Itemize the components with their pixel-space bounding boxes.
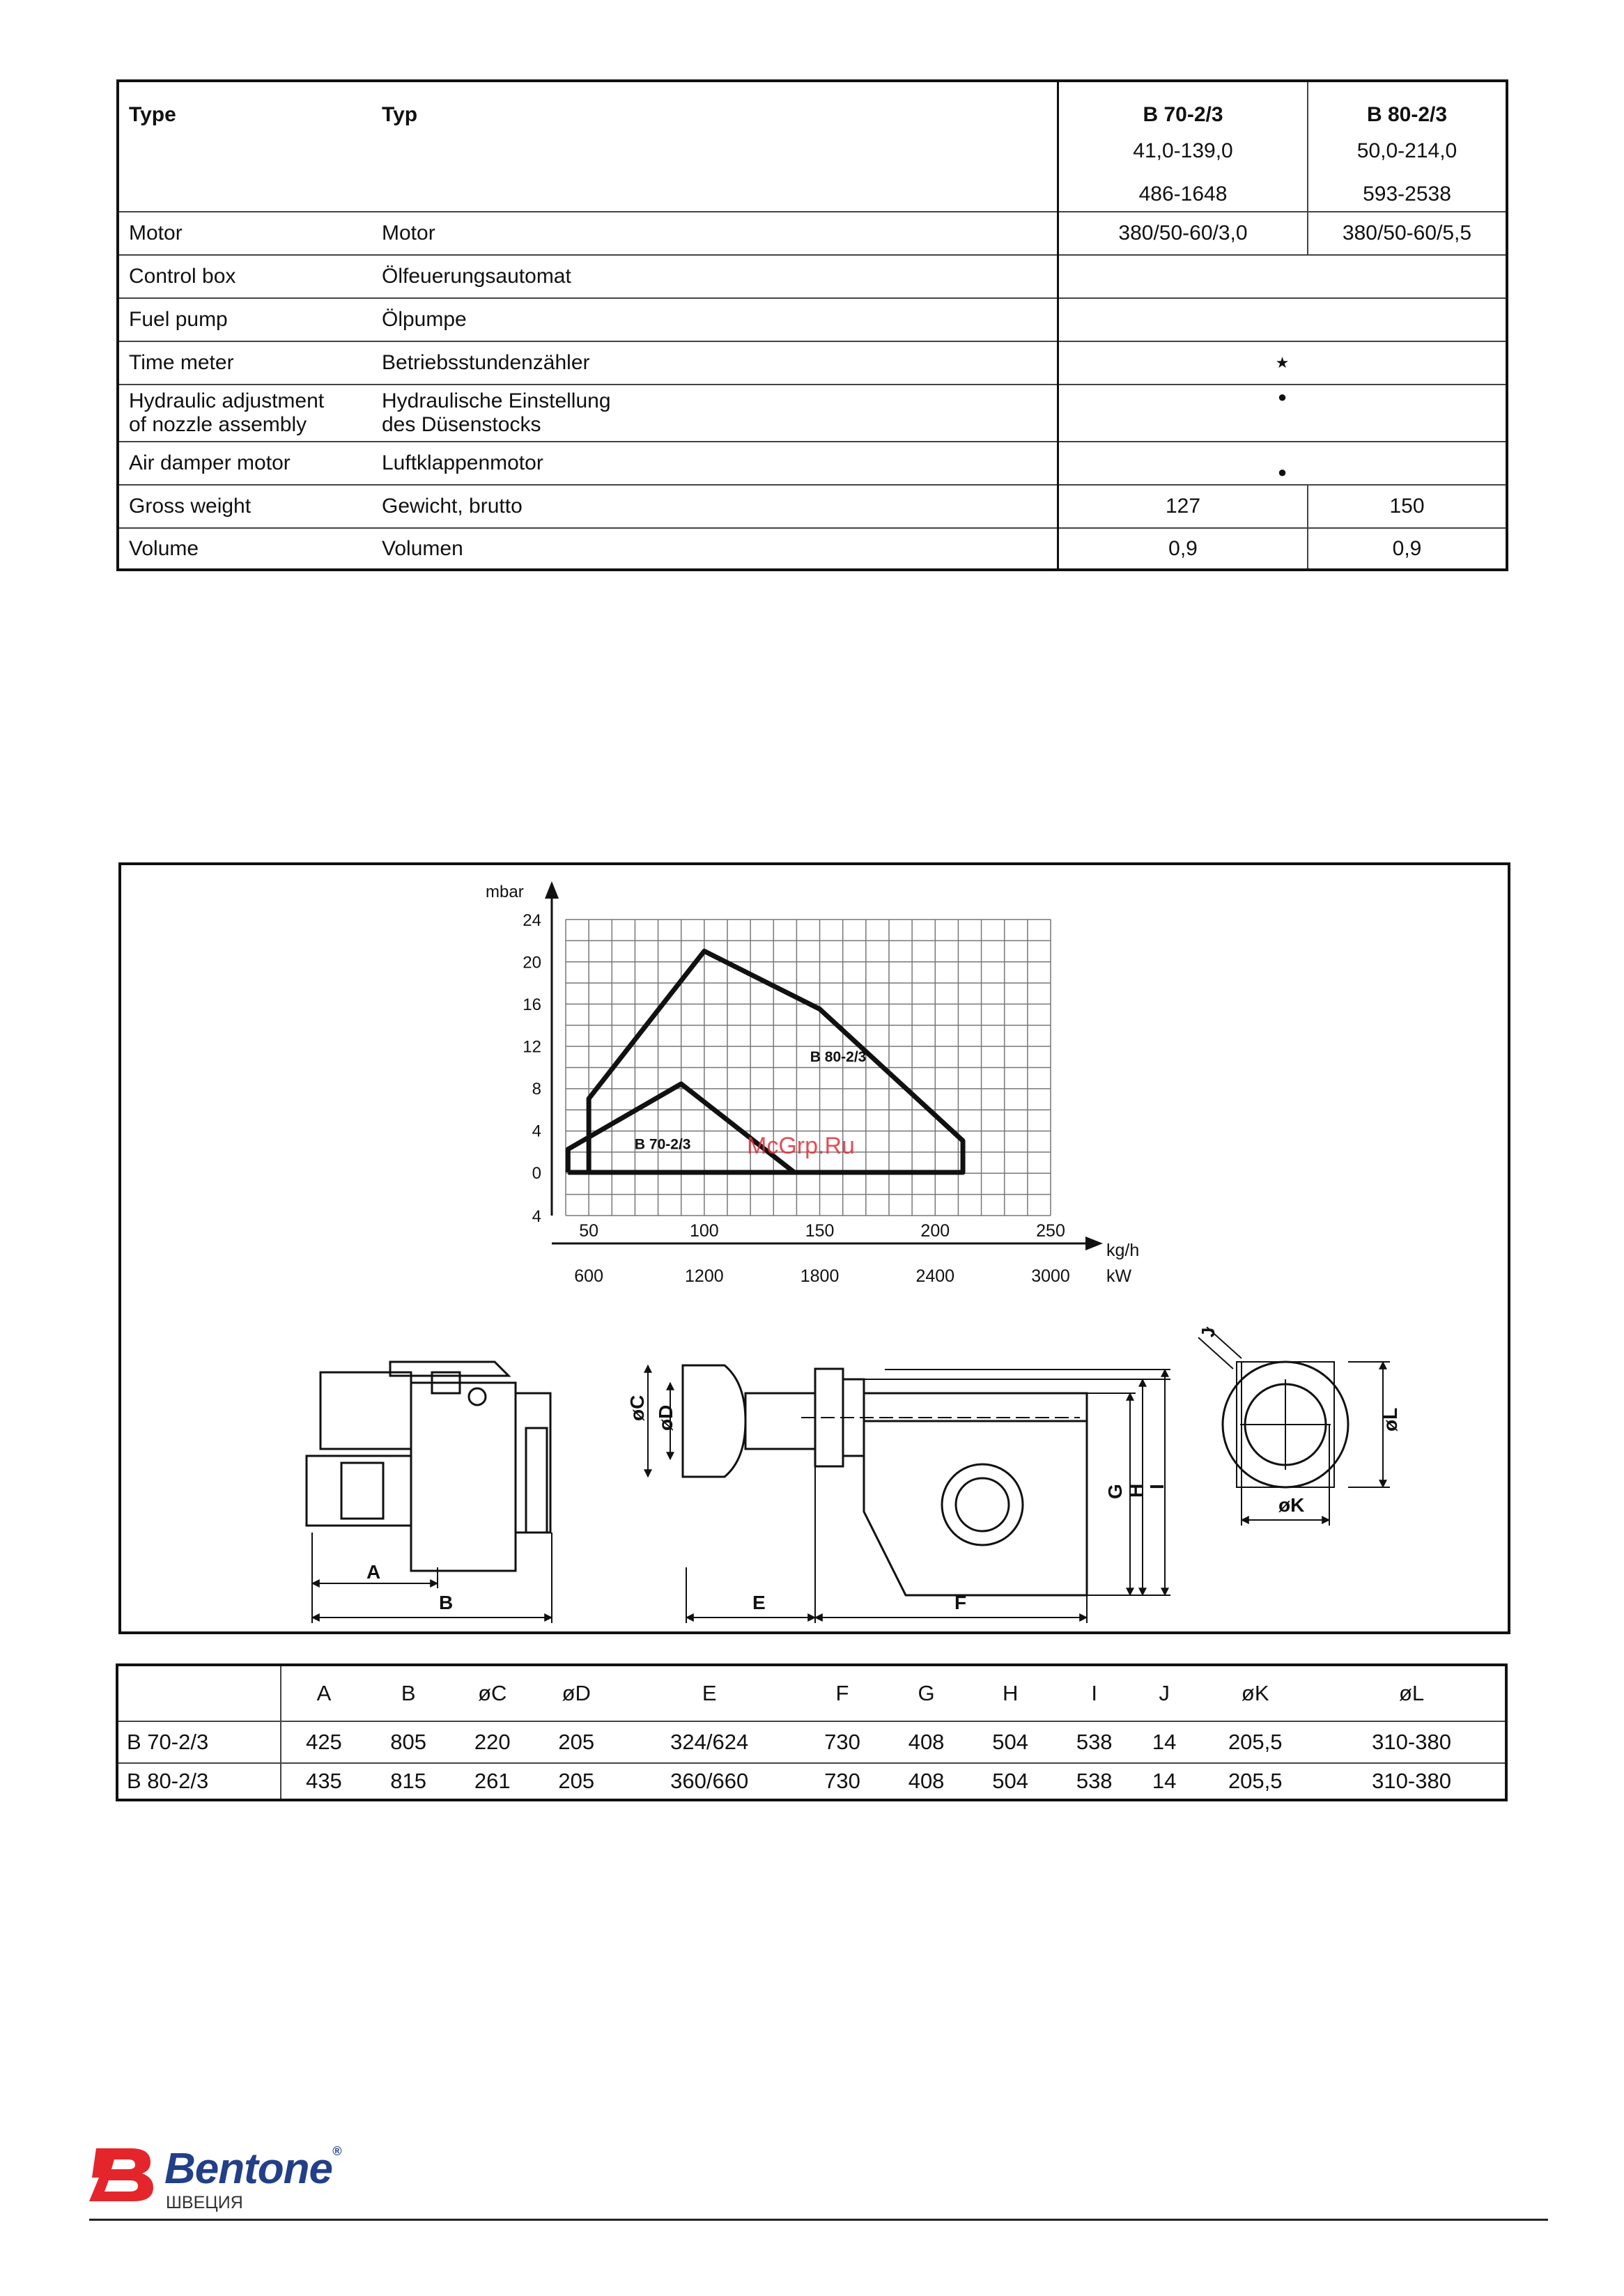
dims-col-a: A <box>281 1665 366 1721</box>
spec-label-en: Time meter <box>118 341 372 385</box>
dims-col-f: F <box>801 1665 885 1721</box>
y-tick-label: 8 <box>532 1080 541 1099</box>
bentone-logo-icon <box>82 2141 159 2204</box>
spec-label-en: Gross weight <box>118 485 372 528</box>
spec-value-a: 0,9 <box>1058 528 1308 570</box>
brand-name-text: Bentone <box>164 2145 332 2193</box>
model-b-name: B 80-2/3 <box>1366 103 1448 126</box>
dims-model: B 80-2/3 <box>117 1763 281 1800</box>
footer-divider <box>89 2219 1548 2221</box>
y-axis-label: mbar <box>486 883 524 901</box>
dims-col-i: I <box>1052 1665 1136 1721</box>
spec-label-de-line2: des Düsenstocks <box>382 413 541 436</box>
spec-value-a: 127 <box>1058 485 1308 528</box>
dims-cell: 205 <box>534 1721 619 1763</box>
burner-side-view <box>307 1362 552 1623</box>
watermark-text: McGrp.Ru <box>747 1133 855 1159</box>
dims-cell: 324/624 <box>619 1721 801 1763</box>
dims-cell: 408 <box>908 1769 945 1793</box>
spec-label-de-line1: Hydraulische Einstellung <box>382 389 611 412</box>
dims-col-k: øK <box>1192 1665 1318 1721</box>
x2-tick-label: 1800 <box>800 1266 840 1286</box>
dims-cell: 310-380 <box>1372 1769 1451 1793</box>
dims-cell: 205,5 <box>1192 1721 1318 1763</box>
x-axis-label: kg/h <box>1106 1241 1140 1260</box>
spec-label-de: Luftklappenmotor <box>372 442 1058 485</box>
dims-cell: 408 <box>884 1721 968 1763</box>
x-tick-label: 50 <box>579 1221 599 1241</box>
y-tick-label: 12 <box>523 1037 541 1057</box>
x2-tick-label: 1200 <box>685 1266 724 1286</box>
spec-value-b: 150 <box>1308 485 1507 528</box>
dims-cell: 261 <box>474 1769 511 1793</box>
dims-col-e: E <box>619 1665 801 1721</box>
dims-cell: 310-380 <box>1318 1721 1506 1763</box>
dims-col-d: øD <box>534 1665 619 1721</box>
x2-tick-label: 600 <box>574 1266 604 1286</box>
dim-label-k: øK <box>1278 1494 1305 1516</box>
dims-cell: 504 <box>992 1769 1028 1793</box>
dims-model: B 70-2/3 <box>117 1721 281 1763</box>
series-label: B 80-2/3 <box>810 1049 867 1066</box>
dims-header-row <box>117 1665 1506 1721</box>
x-tick-label: 200 <box>920 1221 950 1241</box>
dims-row-b70 <box>117 1721 1506 1763</box>
burner-front-view <box>648 1365 1170 1623</box>
x-tick-label: 250 <box>1036 1221 1065 1241</box>
dims-cell: 805 <box>366 1721 451 1763</box>
dot-mark: ● <box>1058 385 1508 442</box>
spec-label-en: Motor <box>118 212 372 255</box>
series-label: B 70-2/3 <box>634 1136 691 1153</box>
spec-label-de: Motor <box>372 212 1058 255</box>
dims-col-j: J <box>1136 1665 1192 1721</box>
star-mark: ★ <box>1058 341 1508 385</box>
spec-value-b: 380/50-60/5,5 <box>1308 212 1507 255</box>
dims-cell: 14 <box>1152 1769 1177 1793</box>
spec-value-b: 0,9 <box>1308 528 1507 570</box>
dim-label-e: E <box>752 1592 766 1613</box>
dim-label-h: H <box>1125 1483 1147 1498</box>
brand-country: ШВЕЦИЯ <box>166 2193 243 2212</box>
x-tick-label: 100 <box>689 1221 719 1241</box>
dims-row-b80 <box>117 1763 1506 1800</box>
dims-col-g: G <box>884 1665 968 1721</box>
spec-label-en: Air damper motor <box>118 442 372 485</box>
dims-cell: 14 <box>1136 1721 1192 1763</box>
model-a-kw-range: 486-1648 <box>1138 183 1228 205</box>
y-tick-label: 0 <box>532 1164 541 1183</box>
spec-label-de: Volumen <box>382 536 463 560</box>
dims-cell: 220 <box>450 1721 534 1763</box>
dims-col-c: øC <box>450 1665 534 1721</box>
spec-label-de: Gewicht, brutto <box>372 485 1058 528</box>
dim-label-l: øL <box>1379 1407 1401 1432</box>
spec-header-type-de: Typ <box>372 81 1058 212</box>
x2-tick-label: 3000 <box>1031 1266 1070 1286</box>
dims-cell: 730 <box>824 1769 860 1793</box>
dim-label-a: A <box>366 1561 381 1583</box>
dims-cell: 435 <box>306 1769 342 1793</box>
dims-header-blank <box>117 1665 281 1721</box>
dims-col-h: H <box>968 1665 1053 1721</box>
y-tick-label: 20 <box>523 953 541 972</box>
dims-cell: 504 <box>968 1721 1053 1763</box>
y-tick-label: 4 <box>532 1122 541 1141</box>
y-tick-label: 16 <box>523 995 541 1014</box>
dim-label-j: J <box>1198 1327 1219 1337</box>
spec-label-de: Ölfeuerungsautomat <box>372 255 1058 298</box>
model-b-kg-range: 50,0-214,0 <box>1356 139 1457 162</box>
spec-value-a: 380/50-60/3,0 <box>1058 212 1308 255</box>
x2-axis-label: kW <box>1106 1266 1132 1286</box>
x2-tick-label: 2400 <box>915 1266 955 1286</box>
spec-label-en-line1: Hydraulic adjustment <box>129 389 325 412</box>
registered-mark: ® <box>332 2144 341 2158</box>
dims-col-b: B <box>366 1665 451 1721</box>
spec-label-en: Control box <box>118 255 372 298</box>
dims-cell: 205 <box>558 1769 595 1793</box>
dims-cell: 205,5 <box>1228 1769 1283 1793</box>
dims-col-l: øL <box>1318 1665 1506 1721</box>
y-tick-label: 24 <box>523 911 541 930</box>
dim-label-d: øD <box>655 1404 676 1431</box>
dims-cell: 538 <box>1052 1721 1136 1763</box>
model-a-kg-range: 41,0-139,0 <box>1133 139 1233 162</box>
dim-label-i: I <box>1146 1484 1168 1489</box>
dimension-table <box>116 1663 1508 1801</box>
spec-label-de: Ölpumpe <box>372 298 1058 341</box>
spec-label-en: Fuel pump <box>118 298 372 341</box>
x-tick-label: 150 <box>805 1221 835 1241</box>
dim-label-c: øC <box>626 1395 648 1421</box>
spec-header-type-en: Type <box>118 81 372 212</box>
spec-label-de: Betriebsstundenzähler <box>372 341 1058 385</box>
spec-label-en-line2: of nozzle assembly <box>129 413 307 436</box>
dim-label-f: F <box>954 1592 967 1613</box>
dim-label-b: B <box>439 1592 454 1613</box>
model-b-kw-range: 593-2538 <box>1363 183 1451 205</box>
model-a-name: B 70-2/3 <box>1143 103 1223 126</box>
dims-cell: 538 <box>1076 1769 1113 1793</box>
spec-label-en: Volume <box>129 536 199 560</box>
dims-cell: 425 <box>281 1721 366 1763</box>
dim-label-g: G <box>1104 1484 1126 1499</box>
dims-cell: 360/660 <box>670 1769 749 1793</box>
y-tick-label: 4 <box>532 1207 541 1226</box>
dims-cell: 730 <box>801 1721 885 1763</box>
brand-name <box>164 2144 341 2194</box>
dot-mark: ● <box>1058 442 1508 485</box>
dims-cell: 815 <box>390 1769 427 1793</box>
